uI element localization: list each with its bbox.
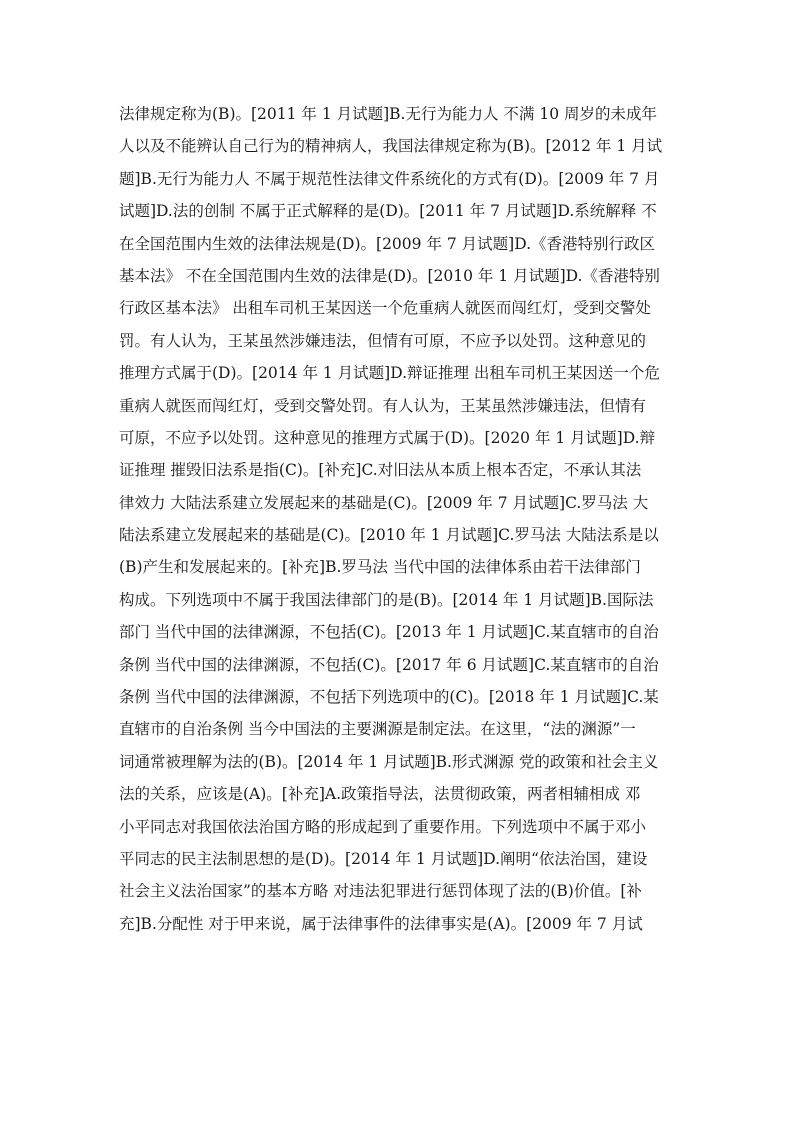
text-line-23: 小平同志对我国依法治国方略的形成起到了重要作用。下列选项中不属于邓小: [119, 817, 647, 836]
text-line-14: 陆法系建立发展起来的基础是(C)。[2010 年 1 月试题]C.罗马法 大陆法系是以: [119, 526, 659, 545]
text-line-5: 在全国范围内生效的法律法规是(D)。[2009 年 7 月试题]D.《香港特别行政区: [119, 234, 656, 253]
body-text: [119, 98, 675, 940]
text-line-15: (B)产生和发展起来的。[补充]B.罗马法 当代中国的法律体系由若干法律部门: [119, 558, 641, 577]
text-line-25: 社会主义法治国家”的基本方略 对违法犯罪进行惩罚体现了法的(B)价值。[补: [119, 882, 642, 901]
text-line-17: 部门 当代中国的法律渊源，不包括(C)。[2013 年 1 月试题]C.某直辖市的自治: [119, 623, 659, 642]
text-line-4: 试题]D.法的创制 不属于正式解释的是(D)。[2011 年 7 月试题]D.系统解释 不: [119, 202, 657, 221]
text-line-9: 推理方式属于(D)。[2014 年 1 月试题]D.辩证推理 出租车司机王某因送一个危: [119, 364, 660, 383]
text-line-12: 证推理 摧毁旧法系是指(C)。[补充]C.对旧法从本质上根本否定，不承认其法: [119, 461, 642, 480]
text-line-8: 罚。有人认为，王某虽然涉嫌违法，但情有可原，不应予以处罚。这种意见的: [119, 331, 647, 350]
text-line-26: 充]B.分配性 对于甲来说，属于法律事件的法律事实是(A)。[2009 年 7 月试: [119, 914, 643, 933]
text-line-10: 重病人就医而闯红灯，受到交警处罚。有人认为，王某虽然涉嫌违法，但情有: [119, 396, 647, 415]
text-line-24: 平同志的民主法制思想的是(D)。[2014 年 1 月试题]D.阐明“依法治国，建设: [119, 849, 648, 868]
text-line-1: 法律规定称为(B)。[2011 年 1 月试题]B.无行为能力人 不满 10 周岁的未成年: [119, 105, 657, 123]
text-line-11: 可原，不应予以处罚。这种意见的推理方式属于(D)。[2020 年 1 月试题]D.辩: [119, 428, 656, 447]
text-line-3: 题]B.无行为能力人 不属于规范性法律文件系统化的方式有(D)。[2009 年 7 月: [119, 169, 660, 188]
text-line-21: 词通常被理解为法的(B)。[2014 年 1 月试题]B.形式渊源 党的政策和社会主义: [119, 752, 659, 771]
text-line-20: 直辖市的自治条例 当今中国法的主要渊源是制定法。在这里，“法的渊源”一: [119, 720, 636, 739]
text-line-7: 行政区基本法》 出租车司机王某因送一个危重病人就医而闯红灯，受到交警处: [119, 299, 651, 318]
text-line-13: 律效力 大陆法系建立发展起来的基础是(C)。[2009 年 7 月试题]C.罗马法 大: [119, 493, 649, 512]
text-line-18: 条例 当代中国的法律渊源，不包括(C)。[2017 年 6 月试题]C.某直辖市的自治: [119, 655, 659, 674]
text-line-22: 法的关系，应该是(A)。[补充]A.政策指导法，法贯彻政策，两者相辅相成 邓: [119, 785, 641, 804]
text-line-16: 构成。下列选项中不属于我国法律部门的是(B)。[2014 年 1 月试题]B.国际法: [119, 590, 654, 609]
text-line-19: 条例 当代中国的法律渊源，不包括下列选项中的(C)。[2018 年 1 月试题]C.某: [119, 688, 659, 707]
text-line-2: 人以及不能辨认自己行为的精神病人，我国法律规定称为(B)。[2012 年 1 月试: [119, 137, 663, 156]
text-line-6: 基本法》 不在全国范围内生效的法律是(D)。[2010 年 1 月试题]D.《香港特别: [119, 266, 660, 285]
